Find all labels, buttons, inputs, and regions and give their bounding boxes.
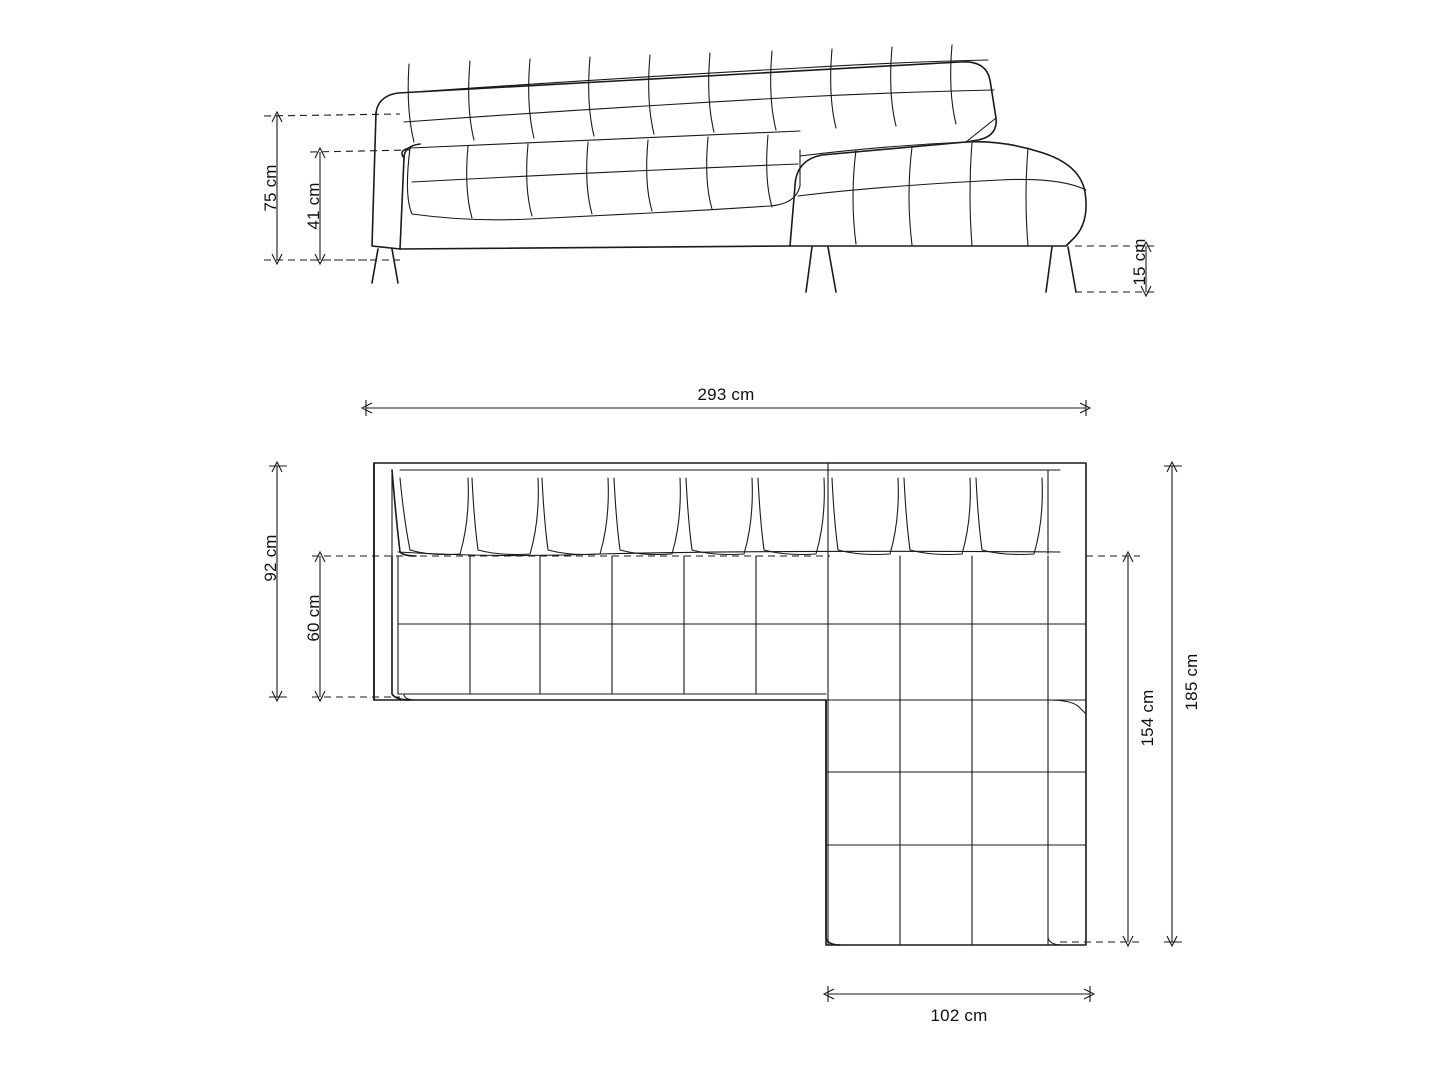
ext-75-top bbox=[264, 114, 400, 116]
dim-label-width-total: 293 cm bbox=[697, 385, 755, 404]
dim-label-depth-total-left: 92 cm bbox=[261, 534, 280, 582]
dim-label-seat-height: 41 cm bbox=[304, 182, 323, 230]
dim-label-height-total: 75 cm bbox=[261, 164, 280, 212]
dim-label-seat-depth: 60 cm bbox=[304, 594, 323, 642]
plan-outline bbox=[374, 463, 1086, 945]
top-plan-view bbox=[269, 400, 1182, 1002]
ext-41-top bbox=[310, 150, 410, 152]
dim-label-depth-total-right: 185 cm bbox=[1182, 653, 1201, 711]
front-elevation-view bbox=[264, 45, 1158, 296]
dim-label-chaise-length: 154 cm bbox=[1138, 689, 1157, 747]
dim-label-chaise-width: 102 cm bbox=[930, 1006, 988, 1025]
dim-label-leg-height: 15 cm bbox=[1130, 238, 1149, 286]
